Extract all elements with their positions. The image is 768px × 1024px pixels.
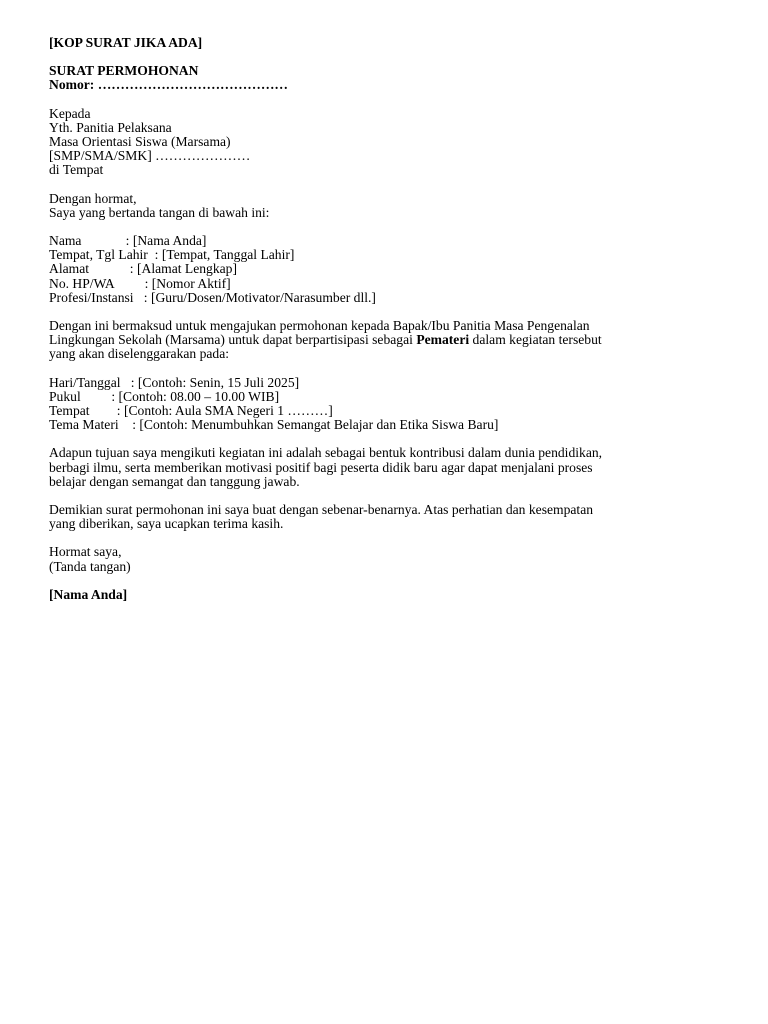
regards-text: Hormat saya, bbox=[49, 544, 122, 560]
identity-row bbox=[49, 248, 719, 262]
event-label: Tempat bbox=[49, 403, 90, 419]
identity-row bbox=[49, 262, 719, 276]
intro-text: Saya yang bertanda tangan di bawah ini: bbox=[49, 204, 270, 220]
identity-row bbox=[49, 277, 719, 291]
signer-name: [Nama Anda] bbox=[49, 586, 128, 602]
letter-number: Nomor: …………………………………… bbox=[49, 77, 289, 93]
event-row bbox=[49, 376, 719, 390]
purpose-paragraph: Dengan ini bermaksud untuk mengajukan permohonan kepada Bapak/Ibu Panitia Masa Pengenalan Lingkungan Sekolah (Marsama) untuk dapat berpartisipasi sebagai Pemateri dalam kegiatan tersebut yang akan diselenggarakan pada: bbox=[49, 318, 602, 362]
recipient-to: Kepada bbox=[49, 105, 91, 121]
event-row bbox=[49, 404, 719, 418]
event-value: : [Contoh: Senin, 15 Juli 2025] bbox=[130, 374, 300, 390]
event-label: Hari/Tanggal bbox=[49, 374, 121, 390]
identity-row bbox=[49, 234, 719, 248]
signature-block bbox=[49, 545, 719, 602]
identity-label: Nama bbox=[49, 233, 82, 249]
identity-label: Alamat bbox=[49, 261, 90, 277]
letter-title: SURAT PERMOHONAN bbox=[49, 63, 199, 79]
event-value: : [Contoh: 08.00 – 10.00 WIB] bbox=[111, 388, 280, 404]
event-row bbox=[49, 418, 719, 432]
recipient-line: Yth. Panitia Pelaksana bbox=[49, 119, 172, 135]
recipient-line: [SMP/SMA/SMK] ………………… bbox=[49, 148, 251, 164]
identity-label: Profesi/Instansi bbox=[49, 289, 134, 305]
event-value: : [Contoh: Aula SMA Negeri 1 ………] bbox=[116, 403, 333, 419]
identity-list bbox=[49, 234, 719, 305]
identity-label: Tempat, Tgl Lahir bbox=[49, 247, 148, 263]
identity-value: : [Guru/Dosen/Motivator/Narasumber dll.] bbox=[143, 289, 376, 305]
closing-paragraph: Demikian surat permohonan ini saya buat dengan sebenar-benarnya. Atas perhatian dan kesempatan yang diberikan, saya ucapkan terima kasih. bbox=[49, 502, 594, 532]
recipient-block bbox=[49, 107, 719, 178]
signature-placeholder: (Tanda tangan) bbox=[49, 558, 131, 574]
event-label: Pukul bbox=[49, 388, 81, 404]
event-label: Tema Materi bbox=[49, 417, 119, 433]
role-highlight: Pemateri bbox=[416, 332, 470, 348]
recipient-place: di Tempat bbox=[49, 162, 104, 178]
event-value: : [Contoh: Menumbuhkan Semangat Belajar dan Etika Siswa Baru] bbox=[132, 417, 499, 433]
identity-label: No. HP/WA bbox=[49, 275, 114, 291]
event-details bbox=[49, 376, 719, 433]
event-row bbox=[49, 390, 719, 404]
identity-row bbox=[49, 291, 719, 305]
identity-value: : [Nomor Aktif] bbox=[144, 275, 231, 291]
greeting: Dengan hormat, bbox=[49, 190, 137, 206]
recipient-line: Masa Orientasi Siswa (Marsama) bbox=[49, 134, 231, 150]
reason-paragraph: Adapun tujuan saya mengikuti kegiatan ini adalah sebagai bentuk kontribusi dalam dunia pendidikan, berbagi ilmu, serta memberikan motivasi positif bagi peserta didik baru agar dapat menjalani proses belajar dengan semangat dan tanggung jawab. bbox=[49, 445, 603, 489]
identity-value: : [Tempat, Tanggal Lahir] bbox=[154, 247, 295, 263]
identity-value: : [Alamat Lengkap] bbox=[129, 261, 237, 277]
identity-value: : [Nama Anda] bbox=[125, 233, 207, 249]
letterhead-placeholder: [KOP SURAT JIKA ADA] bbox=[49, 35, 203, 50]
letter-body bbox=[49, 36, 719, 602]
